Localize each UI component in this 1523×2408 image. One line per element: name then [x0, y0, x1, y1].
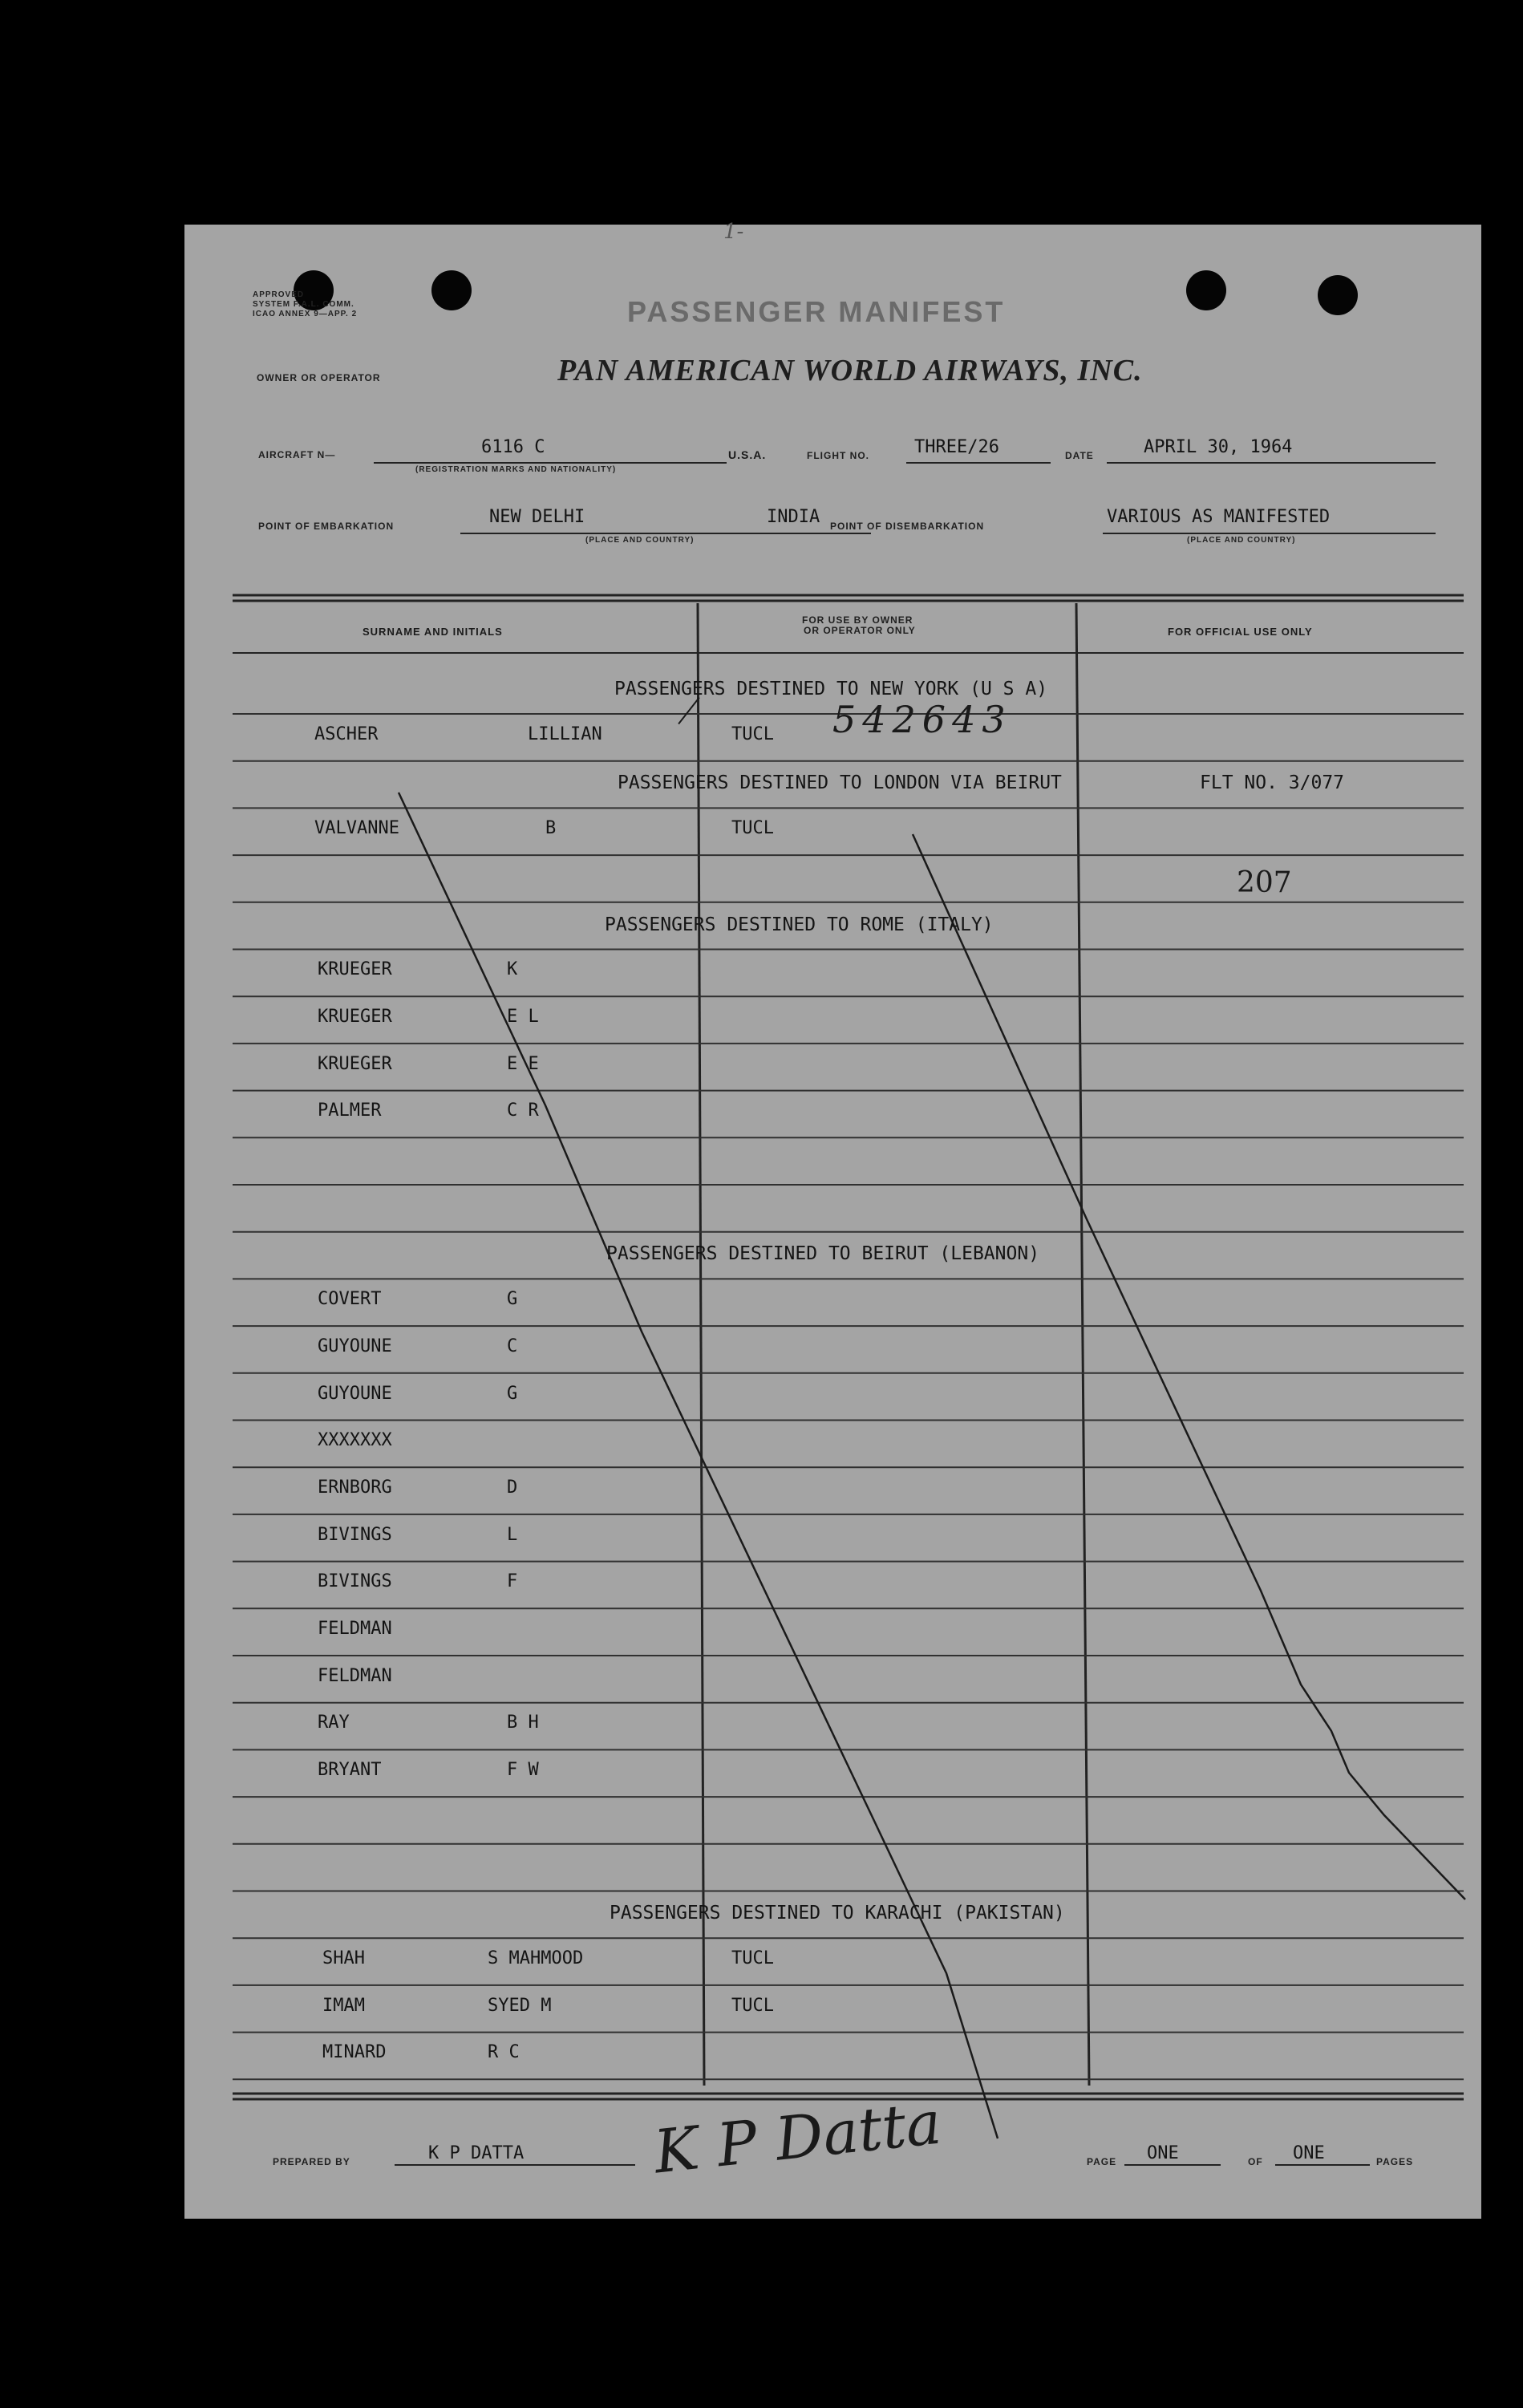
flight-no-label: FLIGHT NO. [807, 450, 869, 461]
flight-date: APRIL 30, 1964 [1144, 437, 1293, 457]
section-heading: PASSENGERS DESTINED TO NEW YORK (U S A) [614, 679, 1048, 699]
passenger-surname: GUYOUNE [318, 1336, 392, 1356]
passenger-initials: B [545, 818, 557, 839]
passenger-surname: IMAM [322, 1995, 365, 2016]
passenger-row [184, 1948, 1468, 1980]
flight-number: THREE/26 [914, 437, 999, 457]
passenger-surname: SHAH [322, 1948, 365, 1968]
owner-use-header-1: FOR USE BY OWNER [802, 614, 913, 626]
preparer-signature: K P Datta [650, 2088, 945, 2187]
passenger-row [184, 818, 1468, 850]
embarkation-label: POINT OF EMBARKATION [258, 521, 395, 532]
passenger-row [184, 1430, 1468, 1462]
aircraft-registration: 6116 C [481, 437, 545, 457]
section-heading: PASSENGERS DESTINED TO KARACHI (PAKISTAN) [610, 1903, 1065, 1924]
passenger-row [184, 959, 1468, 991]
owner-use-header-2: OR OPERATOR ONLY [804, 625, 916, 636]
passenger-surname: KRUEGER [318, 1053, 392, 1074]
owner-use-note: TUCL [731, 1995, 774, 2016]
valvanne-handwritten-number: 207 [1237, 866, 1292, 899]
passenger-initials: C R [507, 1101, 539, 1121]
stamp-mark: 1- [723, 220, 744, 244]
passenger-row [184, 1619, 1468, 1651]
passenger-row [184, 1384, 1468, 1416]
passenger-row [184, 1760, 1468, 1792]
passenger-initials: G [507, 1289, 518, 1310]
prepared-by-name: K P DATTA [428, 2143, 525, 2163]
passenger-row [184, 1525, 1468, 1557]
manifest-sheet [184, 220, 1481, 2219]
passenger-row [184, 1054, 1468, 1086]
passenger-row [184, 1336, 1468, 1368]
passenger-surname: ERNBORG [318, 1477, 392, 1498]
approval-line-2: SYSTEM F.A.L. COMM. [253, 300, 354, 309]
passenger-surname: RAY [318, 1713, 350, 1733]
page-title: PASSENGER MANIFEST [627, 295, 1006, 328]
official-use-header: FOR OFFICIAL USE ONLY [1168, 626, 1313, 638]
passenger-initials: D [507, 1477, 518, 1498]
passenger-surname: GUYOUNE [318, 1383, 392, 1404]
prepared-by-label: PREPARED BY [273, 2156, 350, 2167]
approval-line-3: ICAO ANNEX 9—APP. 2 [253, 310, 358, 318]
passenger-initials: R C [488, 2042, 520, 2063]
passenger-surname: PALMER [318, 1101, 382, 1121]
passenger-row [184, 1289, 1468, 1321]
section-heading: PASSENGERS DESTINED TO ROME (ITALY) [605, 914, 994, 935]
embarkation-country: INDIA [767, 507, 820, 527]
owner-operator-label: OWNER OR OPERATOR [257, 372, 381, 383]
passenger-initials: LILLIAN [528, 724, 602, 744]
passenger-initials: K [507, 959, 518, 980]
passenger-surname: BRYANT [318, 1760, 382, 1781]
disembarkation-caption: (PLACE AND COUNTRY) [1187, 536, 1296, 545]
embarkation-city: NEW DELHI [489, 507, 585, 527]
passenger-initials: F W [507, 1760, 539, 1781]
passenger-initials: E E [507, 1053, 539, 1074]
section-heading: PASSENGERS DESTINED TO BEIRUT (LEBANON) [606, 1243, 1040, 1265]
passenger-row [184, 1007, 1468, 1039]
passenger-surname: COVERT [318, 1289, 382, 1310]
passenger-surname: KRUEGER [318, 959, 392, 980]
passenger-initials: G [507, 1383, 518, 1404]
passenger-initials: L [507, 1524, 518, 1545]
date-label: DATE [1065, 450, 1094, 461]
of-label: OF [1248, 2156, 1263, 2167]
passenger-surname: BIVINGS [318, 1571, 392, 1592]
pages-label: PAGES [1376, 2156, 1414, 2167]
approval-line-1: APPROVED [253, 290, 305, 299]
page-number: ONE [1147, 2143, 1179, 2163]
passenger-surname: FELDMAN [318, 1619, 392, 1639]
passenger-initials: E L [507, 1006, 539, 1027]
passenger-surname: FELDMAN [318, 1665, 392, 1686]
surname-column-header: SURNAME AND INITIALS [363, 626, 503, 638]
page-total: ONE [1293, 2143, 1325, 2163]
passenger-initials: S MAHMOOD [488, 1948, 584, 1968]
passenger-row [184, 1996, 1468, 2028]
passenger-surname: VALVANNE [314, 818, 399, 839]
section-heading: PASSENGERS DESTINED TO LONDON VIA BEIRUT [618, 772, 1062, 794]
embarkation-caption: (PLACE AND COUNTRY) [585, 536, 695, 545]
owner-use-note: TUCL [731, 818, 774, 839]
connecting-flight-number: FLT NO. 3/077 [1200, 772, 1345, 794]
owner-use-note: TUCL [731, 724, 774, 744]
passenger-row [184, 1101, 1468, 1133]
passenger-surname: XXXXXXX [318, 1430, 392, 1451]
passenger-row [184, 1666, 1468, 1698]
passenger-initials: B H [507, 1713, 539, 1733]
passenger-surname: ASCHER [314, 724, 379, 744]
page-label: PAGE [1087, 2156, 1117, 2167]
passenger-surname: KRUEGER [318, 1006, 392, 1027]
passenger-surname: BIVINGS [318, 1524, 392, 1545]
operator-name: PAN AMERICAN WORLD AIRWAYS, INC. [557, 354, 1143, 387]
registration-caption: (REGISTRATION MARKS AND NATIONALITY) [415, 465, 617, 474]
passenger-initials: F [507, 1571, 518, 1592]
aircraft-label: AIRCRAFT N— [258, 449, 336, 460]
passenger-surname: MINARD [322, 2042, 387, 2063]
owner-use-note: TUCL [731, 1948, 774, 1968]
passenger-row [184, 1478, 1468, 1510]
passenger-row [184, 1571, 1468, 1603]
aircraft-nationality: U.S.A. [728, 448, 767, 461]
ascher-handwritten-number: 542643 [832, 698, 1012, 741]
disembarkation-label: POINT OF DISEMBARKATION [830, 521, 985, 532]
passenger-row [184, 2042, 1468, 2074]
disembarkation-point: VARIOUS AS MANIFESTED [1107, 507, 1331, 527]
passenger-initials: SYED M [488, 1995, 552, 2016]
passenger-initials: C [507, 1336, 518, 1356]
passenger-row [184, 1713, 1468, 1745]
passenger-row [184, 724, 1468, 756]
